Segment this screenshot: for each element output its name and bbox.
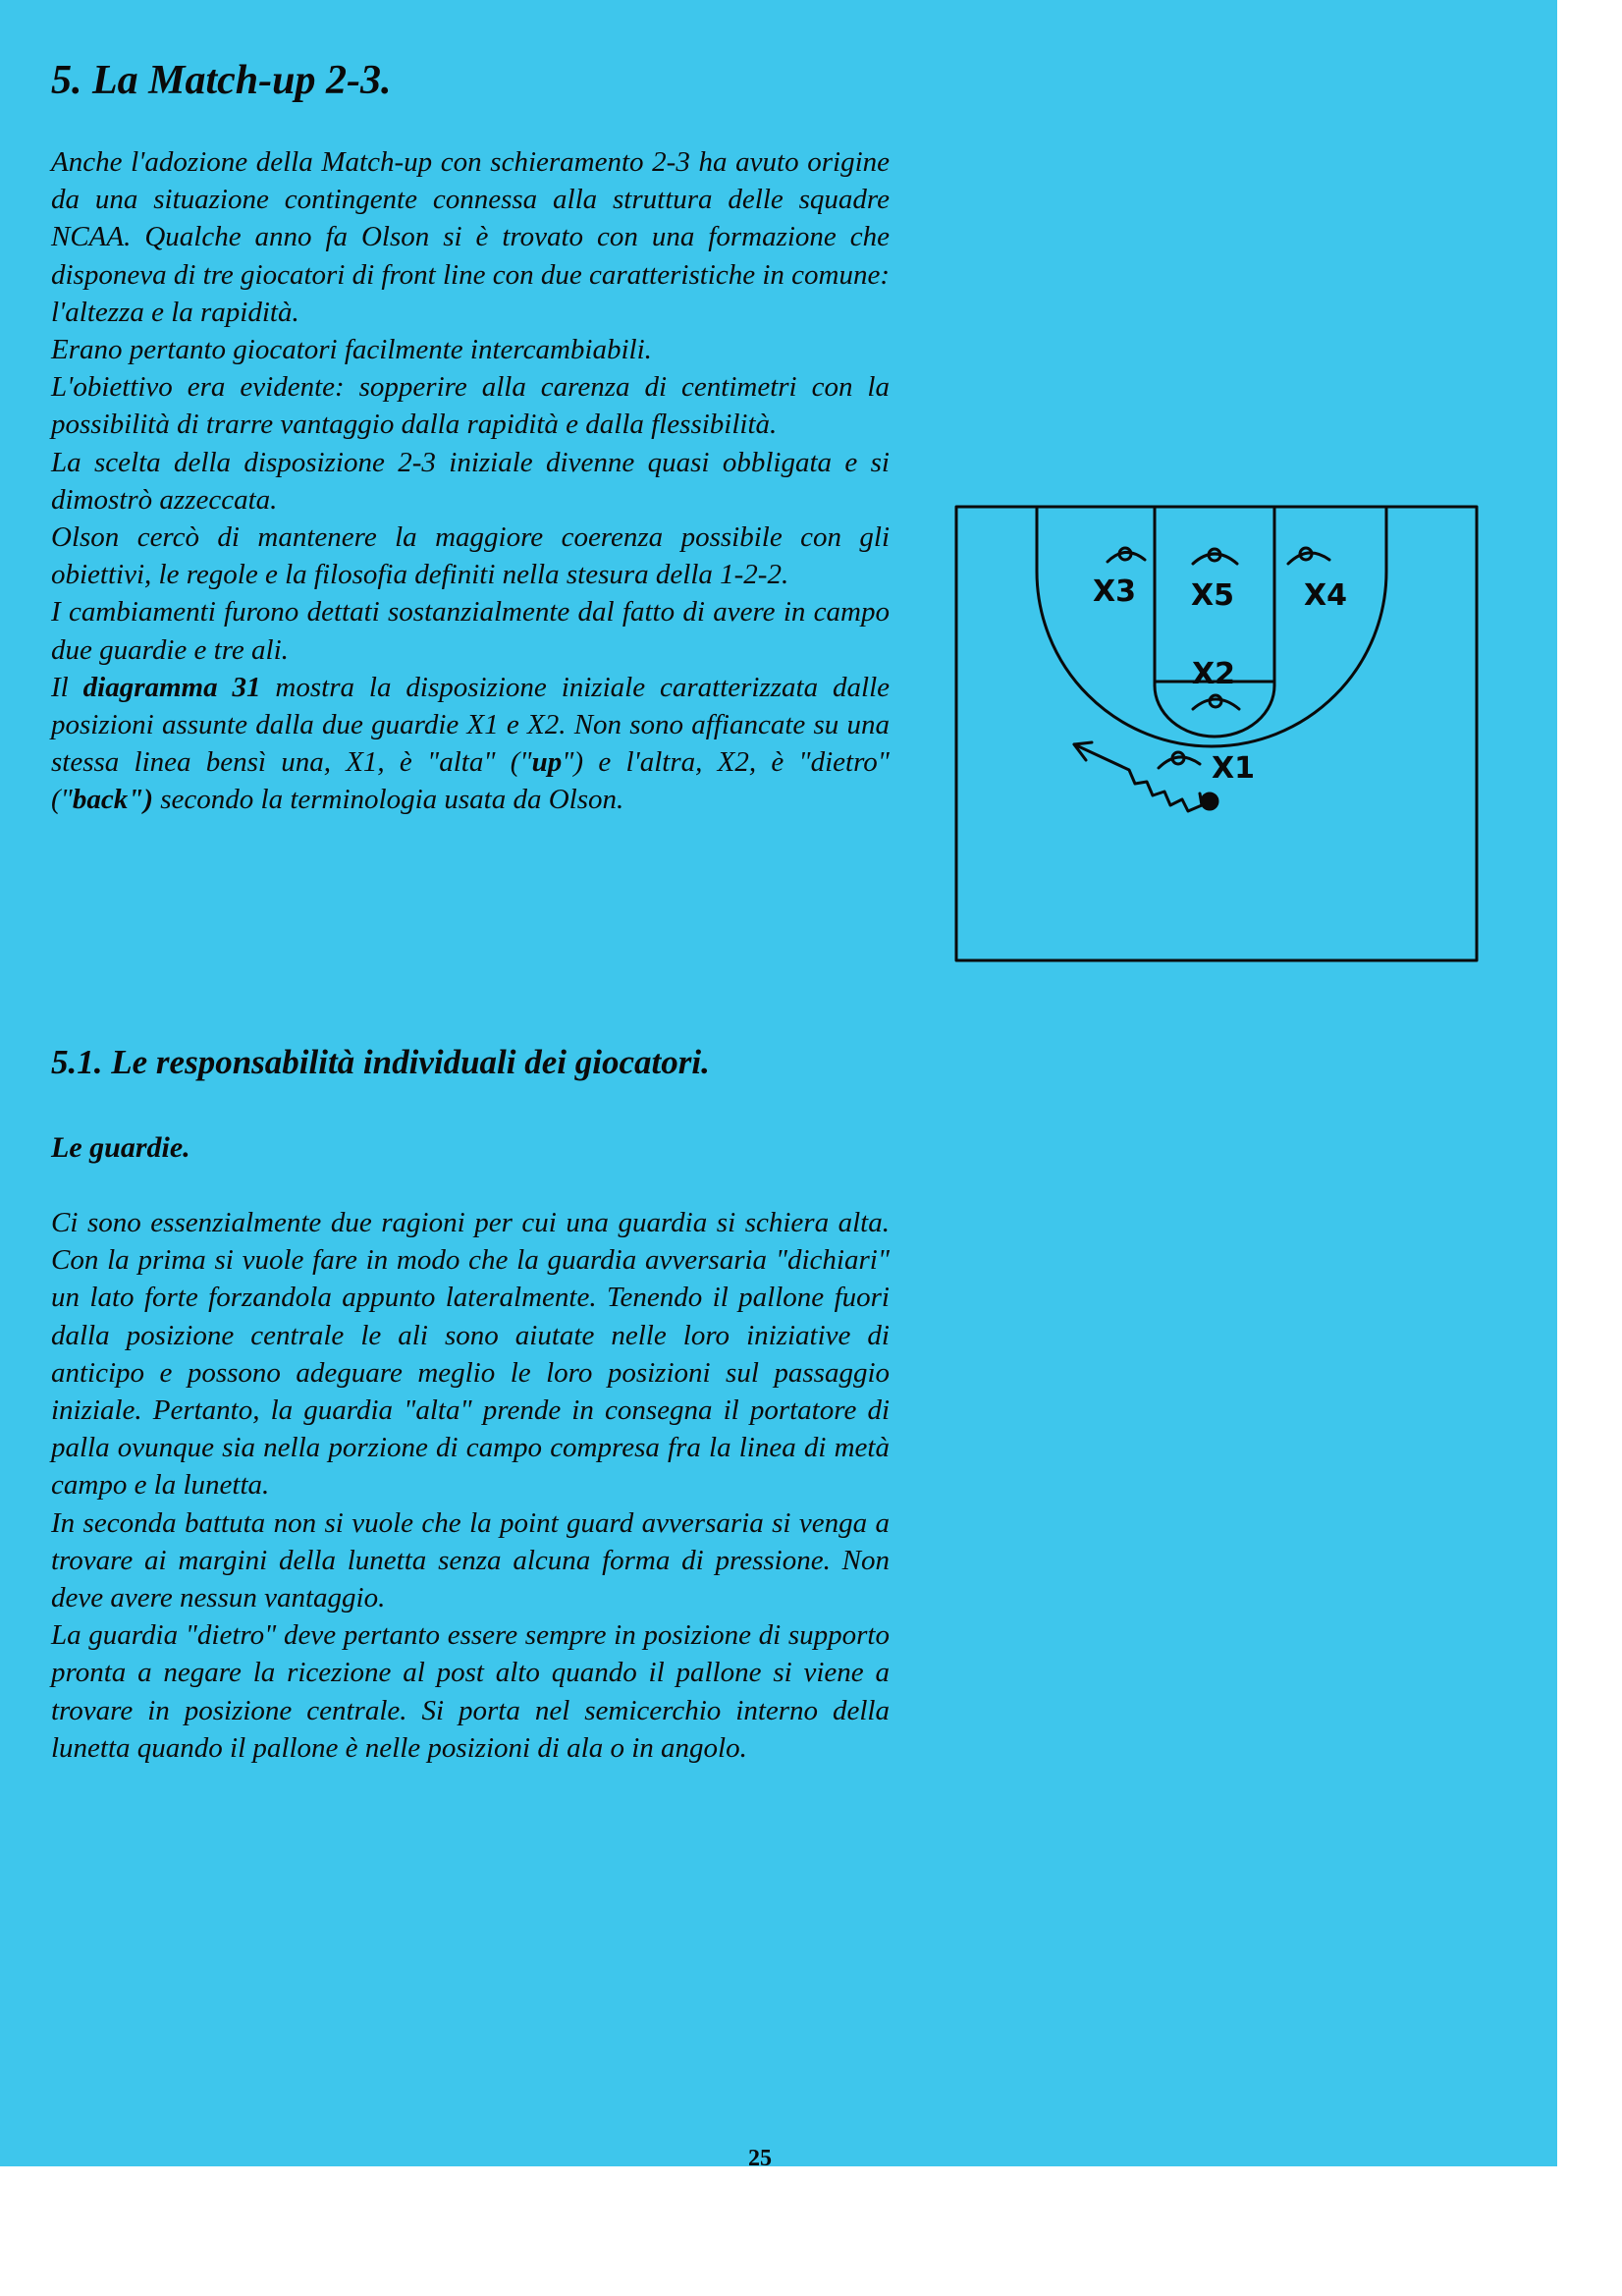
paragraph: La guardia "dietro" deve pertanto essere sempre in posizione di supporto pronta a negare la ricezione al post alto quando il pallone si viene a trovare in posizione centrale. Si porta nel semicerchio interno della lunetta quando il pallone è nelle posizioni di ala o in angolo. xyxy=(51,1619,890,1764)
label-x4: X4 xyxy=(1304,578,1348,613)
text-run: mostra la disposizione iniziale caratterizzata dalle posizioni assunte dalla due guardie X1 e X2. Non sono affiancate su una stessa linea bensì una, X1, è "alta" (" xyxy=(51,671,891,779)
label-x2: X2 xyxy=(1192,657,1236,691)
paragraph: I cambiamenti furono dettati sostanzialmente dal fatto di avere in campo due guardie e tre ali. xyxy=(51,596,890,666)
paragraph: In seconda battuta non si vuole che la point guard avversaria si venga a trovare ai margini della lunetta senza alcuna forma di pressione. Non deve avere nessun vantaggio. xyxy=(51,1506,890,1614)
section-title: 5. La Match-up 2-3. xyxy=(51,58,392,103)
paragraph: Anche l'adozione della Match-up con schieramento 2-3 ha avuto origine da una situazione contingente connessa alla struttura delle squadre NCAA. Qualche anno fa Olson si è trovato con una formazione che disponeva di tre giocatori di front line con due caratteristiche in comune: l'altezza e la rapidità. xyxy=(51,146,890,328)
text-run: ") e l'altra, X2, è "dietro" (" xyxy=(51,746,890,816)
label-x5: X5 xyxy=(1191,578,1235,613)
defender-x5-mark xyxy=(1193,549,1237,564)
term-back: back") xyxy=(72,784,153,816)
diagram-reference: diagramma 31 xyxy=(82,671,261,703)
defender-x4-mark xyxy=(1288,548,1329,564)
paragraph xyxy=(51,669,890,819)
defender-x1-mark xyxy=(1159,752,1200,768)
defender-x3-mark xyxy=(1108,548,1145,562)
intro-text xyxy=(51,143,890,819)
paragraph: La scelta della disposizione 2-3 iniziale divenne quasi obbligata e si dimostrò azzeccata. xyxy=(51,446,890,516)
paragraph: Ci sono essenzialmente due ragioni per cui una guardia si schiera alta. Con la prima si vuole fare in modo che la guardia avversaria "dichiari" un lato forte forzandola appunto lateralmente. Tenendo il pallone fuori dalla posizione centrale le ali sono aiutate nelle loro iniziative di anticipo e possono adeguare meglio le loro posizioni sul passaggio iniziale. Pertanto, la guardia "alta" prende in consegna il portatore di palla ovunque sia nella porzione di campo compresa fra la linea di metà campo e la lunetta. xyxy=(51,1207,890,1502)
court-border xyxy=(956,507,1477,960)
label-x1: X1 xyxy=(1212,751,1256,786)
page-number: 25 xyxy=(748,2146,772,2166)
free-throw-circle xyxy=(1155,685,1274,737)
diagram-match-up-2-3 xyxy=(952,503,1481,964)
subheading-guards: Le guardie. xyxy=(51,1131,190,1164)
paragraph: L'obiettivo era evidente: sopperire alla carenza di centimetri con la possibilità di trarre vantaggio dalla rapidità e dalla flessibilità. xyxy=(51,371,890,441)
label-x3: X3 xyxy=(1093,574,1137,609)
guards-text xyxy=(51,1204,890,1767)
text-run: secondo la terminologia usata da Olson. xyxy=(152,784,624,816)
paragraph: Olson cercò di mantenere la maggiore coerenza possibile con gli obiettivi, le regole e la filosofia definiti nella stesura della 1-2-2. xyxy=(51,521,890,591)
ball-icon xyxy=(1202,793,1217,809)
defender-x2-mark xyxy=(1193,695,1239,709)
paragraph: Erano pertanto giocatori facilmente intercambiabili. xyxy=(51,334,652,366)
text-run: Il xyxy=(51,671,83,703)
three-point-line xyxy=(1037,507,1386,746)
subsection-title: 5.1. Le responsabilità individuali dei giocatori. xyxy=(51,1043,710,1081)
term-up: up xyxy=(531,746,563,779)
